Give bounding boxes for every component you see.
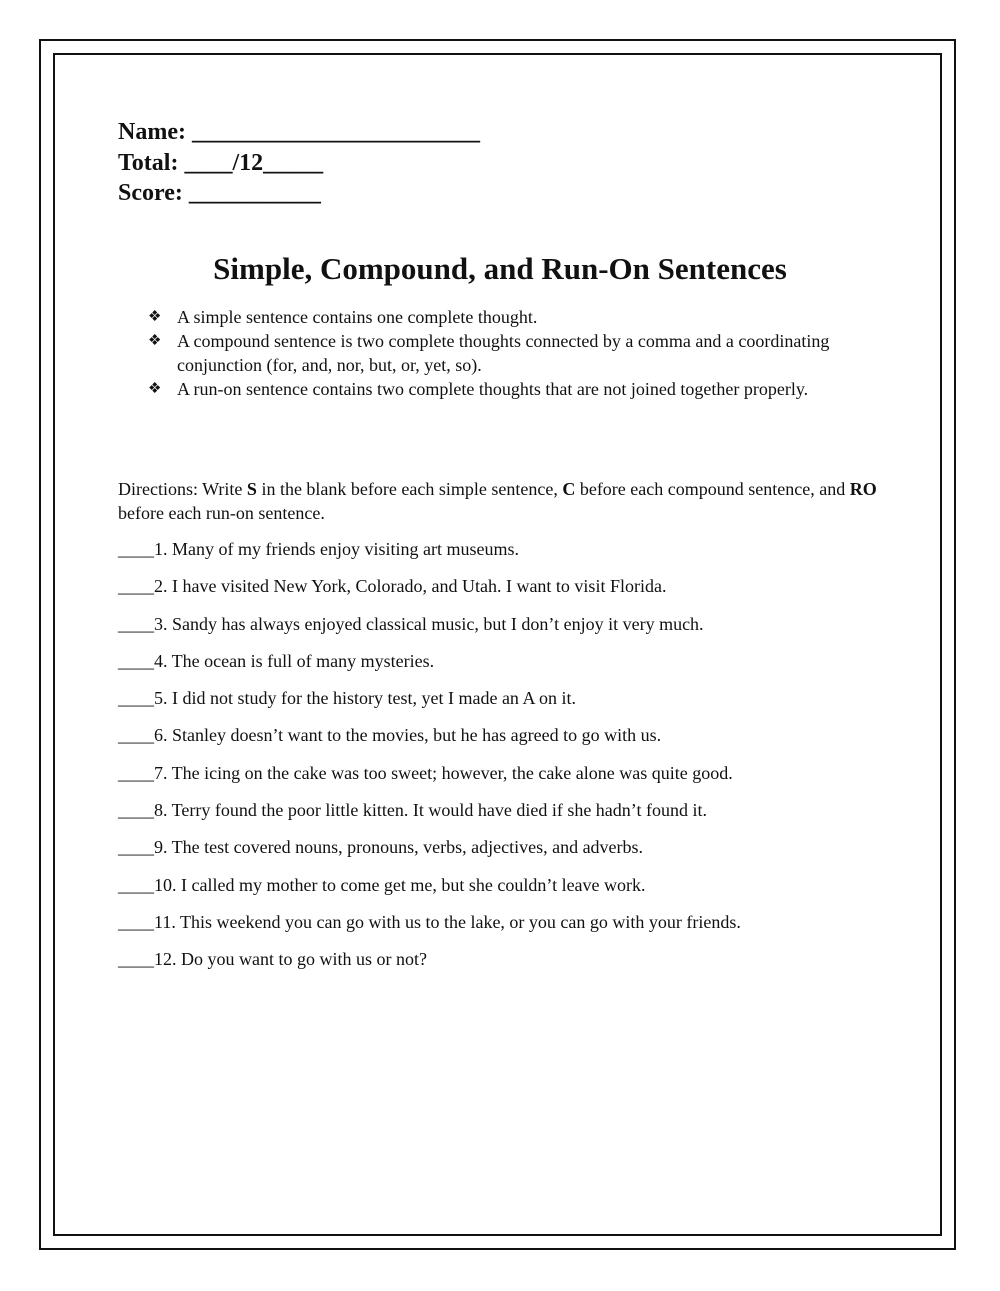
directions-text: before each compound sentence, and	[575, 479, 850, 499]
bullet-diamond-icon: ❖	[148, 333, 162, 349]
question-5: ____5. I did not study for the history test, yet I made an A on it.	[118, 688, 576, 709]
directions-code-simple: S	[246, 479, 257, 499]
definition-simple	[148, 305, 908, 329]
question-1: ____1. Many of my friends enjoy visiting art museums.	[118, 539, 519, 559]
definition-text: A compound sentence is two complete thoughts connected by a comma and a coordinating conjunction (for, and, nor, but, or, yet, so).	[177, 331, 830, 375]
definition-compound	[148, 329, 908, 377]
question-7: ____7. The icing on the cake was too sweet; however, the cake alone was quite good.	[118, 762, 733, 783]
question-2: ____2. I have visited New York, Colorado, and Utah. I want to visit Florida.	[118, 576, 667, 597]
question-3: ____3. Sandy has always enjoyed classical music, but I don’t enjoy it very much.	[118, 613, 704, 634]
definition-text: A run-on sentence contains two complete thoughts that are not joined together properly.	[177, 379, 809, 399]
question-10: ____10. I called my mother to come get me, but she couldn’t leave work.	[118, 874, 646, 895]
question-8: ____8. Terry found the poor little kitten. It would have died if she hadn’t found it.	[118, 800, 707, 821]
question-9: ____9. The test covered nouns, pronouns, verbs, adjectives, and adverbs.	[118, 837, 644, 858]
definition-list	[148, 305, 908, 401]
question-4: ____4. The ocean is full of many mysteries.	[118, 650, 435, 671]
directions-text: in the blank before each simple sentence,	[256, 479, 563, 499]
directions-text: before each run-on sentence.	[118, 503, 325, 523]
question-6: ____6. Stanley doesn’t want to the movies, but he has agreed to go with us.	[118, 725, 662, 746]
page-title: Simple, Compound, and Run-On Sentences	[213, 251, 787, 286]
directions-code-run-on: RO	[849, 479, 877, 499]
definition-run-on	[148, 377, 908, 401]
score-line: Score: ___________	[118, 180, 321, 206]
directions-text: Directions: Write	[118, 479, 247, 499]
total-line: Total: ____/12_____	[118, 149, 324, 176]
question-12: ____12. Do you want to go with us or not?	[118, 949, 427, 970]
question-11: ____11. This weekend you can go with us to the lake, or you can go with your friends.	[118, 911, 741, 932]
bullet-diamond-icon: ❖	[148, 309, 162, 325]
name-line: Name: ________________________	[118, 119, 480, 145]
directions	[118, 477, 898, 525]
question-list	[118, 537, 918, 985]
worksheet-header	[118, 117, 480, 209]
definition-text: A simple sentence contains one complete thought.	[177, 307, 538, 327]
bullet-diamond-icon: ❖	[148, 381, 162, 397]
directions-code-compound: C	[562, 479, 576, 499]
